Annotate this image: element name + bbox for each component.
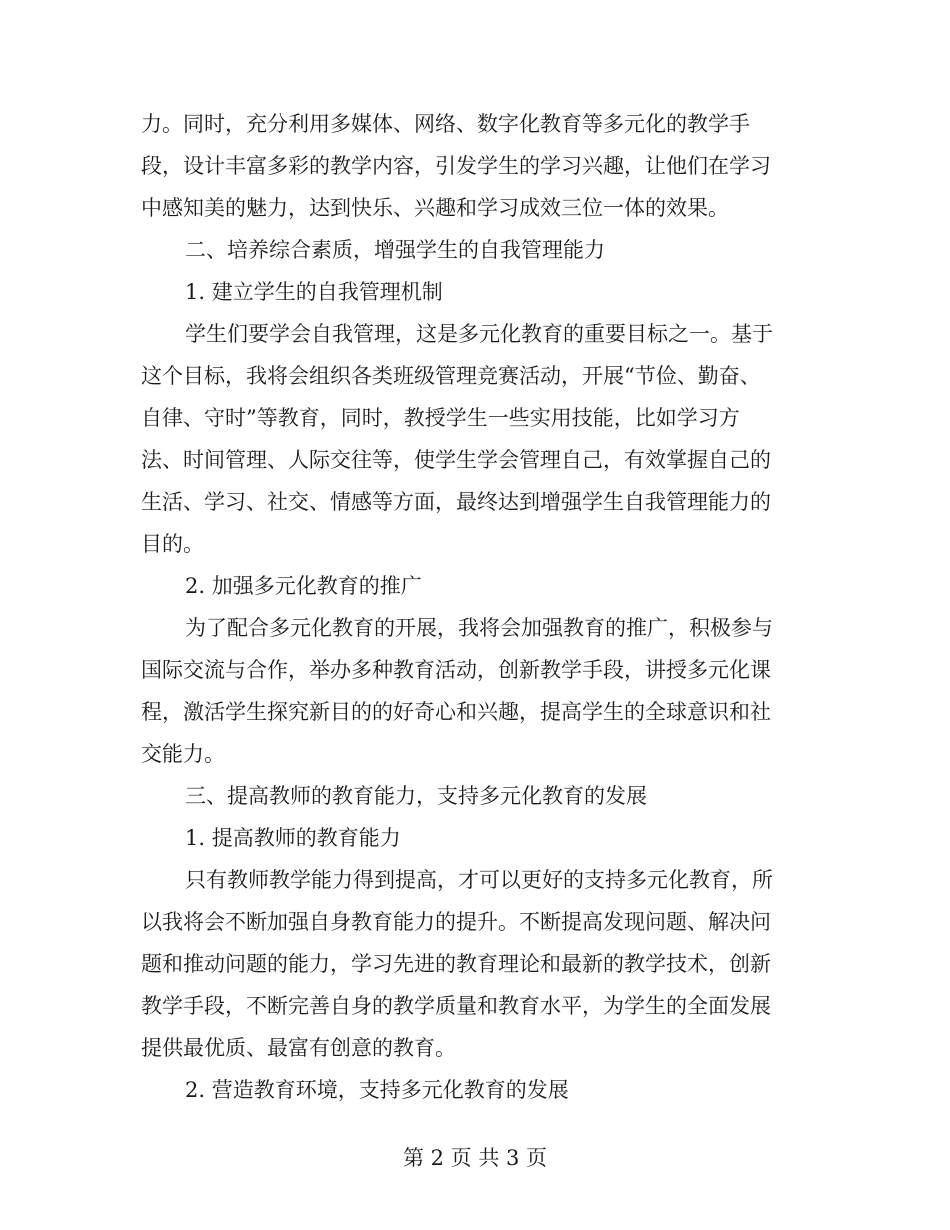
text-line: 目的。 (141, 532, 204, 556)
text-line: 以我将会不断加强自身教育能力的提升。不断提高发现问题、解决问 (141, 910, 771, 934)
text-line: 学生们要学会自我管理，这是多元化教育的重要目标之一。基于 (185, 322, 773, 346)
text-line: 这个目标，我将会组织各类班级管理竞赛活动，开展“节俭、勤奋、 (141, 364, 761, 388)
text-line: 交能力。 (141, 742, 225, 766)
text-line: 法、时间管理、人际交往等，使学生学会管理自己，有效掌握自己的 (141, 448, 771, 472)
text-line: 提供最优质、最富有创意的教育。 (141, 1036, 456, 1060)
text-line: 只有教师教学能力得到提高，才可以更好的支持多元化教育，所 (185, 868, 773, 892)
text-line: 2. 营造教育环境，支持多元化教育的发展 (185, 1078, 569, 1102)
text-line: 三、提高教师的教育能力，支持多元化教育的发展 (185, 784, 647, 808)
page-number-footer: 第 2 页 共 3 页 (402, 1146, 548, 1170)
text-line: 为了配合多元化教育的开展，我将会加强教育的推广，积极参与 (185, 616, 773, 640)
text-line: 二、培养综合素质，增强学生的自我管理能力 (185, 238, 605, 262)
text-line: 中感知美的魅力，达到快乐、兴趣和学习成效三位一体的效果。 (141, 196, 729, 220)
text-line: 1. 提高教师的教育能力 (185, 826, 401, 850)
text-line: 程，激活学生探究新目的的好奇心和兴趣，提高学生的全球意识和社 (141, 700, 771, 724)
text-line: 教学手段，不断完善自身的教学质量和教育水平，为学生的全面发展 (141, 994, 771, 1018)
text-line: 1. 建立学生的自我管理机制 (185, 280, 443, 304)
text-line: 题和推动问题的能力，学习先进的教育理论和最新的教学技术，创新 (141, 952, 771, 976)
text-line: 生活、学习、社交、情感等方面，最终达到增强学生自我管理能力的 (141, 490, 771, 514)
text-line: 自律、守时”等教育，同时，教授学生一些实用技能，比如学习方 (141, 406, 740, 430)
document-body (141, 103, 809, 1111)
text-line: 段，设计丰富多彩的教学内容，引发学生的学习兴趣，让他们在学习 (141, 154, 771, 178)
text-line: 力。同时，充分利用多媒体、网络、数字化教育等多元化的教学手 (141, 112, 750, 136)
text-line: 2. 加强多元化教育的推广 (185, 574, 422, 598)
text-line: 国际交流与合作，举办多种教育活动，创新教学手段，讲授多元化课 (141, 658, 771, 682)
